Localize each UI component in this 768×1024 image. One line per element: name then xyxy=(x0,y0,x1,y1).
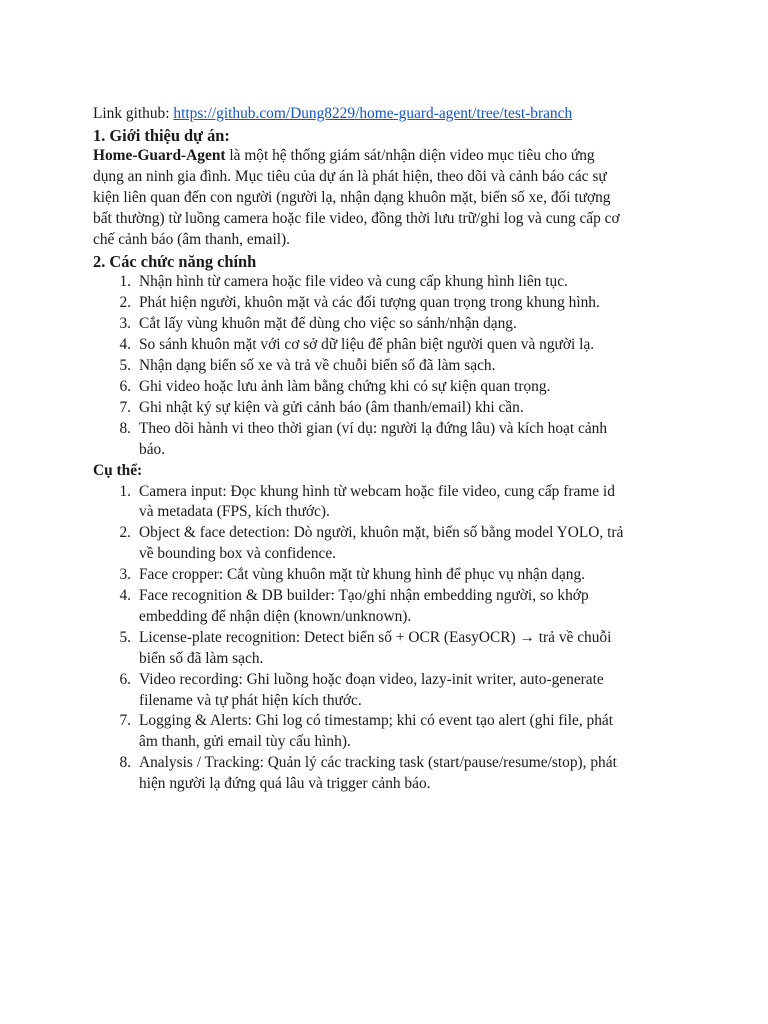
detail-item xyxy=(93,628,683,670)
github-link-line xyxy=(93,104,683,125)
list-number: 5. xyxy=(119,357,131,375)
list-number: 6. xyxy=(119,670,131,688)
list-item-text: embedding để nhận diện (known/unknown). xyxy=(139,607,412,625)
list-number: 1. xyxy=(119,273,131,291)
list-item-text: Analysis / Tracking: Quản lý các tracking task (start/pause/resume/stop), phát xyxy=(139,754,617,772)
list-item-text: Camera input: Đọc khung hình từ webcam hoặc file video, cung cấp frame id xyxy=(139,482,615,500)
feature-item xyxy=(93,398,683,419)
section-title-intro: 1. Giới thiệu dự án: xyxy=(93,125,230,145)
list-item-text: và metadata (FPS, kích thước). xyxy=(139,503,330,521)
github-link[interactable]: https://github.com/Dung8229/home-guard-agent/tree/test-branch xyxy=(173,105,573,122)
details-list xyxy=(93,482,683,796)
intro-text: là một hệ thống giám sát/nhận diện video mục tiêu cho ứng xyxy=(225,147,595,165)
intro-line xyxy=(93,188,683,209)
intro-line xyxy=(93,209,683,230)
list-item-text: báo. xyxy=(139,440,166,458)
detail-item xyxy=(93,586,683,628)
detail-item xyxy=(93,523,683,565)
list-item-text: filename và tự phát hiện kích thước. xyxy=(139,691,362,709)
list-number: 3. xyxy=(119,566,131,584)
github-link-label: Link github: xyxy=(93,105,174,122)
detail-item xyxy=(93,711,683,753)
list-item-text: hiện người lạ đứng quá lâu và trigger cảnh báo. xyxy=(139,775,431,793)
project-name: Home‑Guard‑Agent xyxy=(93,147,226,165)
list-item-text: biển số đã làm sạch. xyxy=(139,649,264,667)
list-number: 1. xyxy=(119,482,131,500)
feature-item xyxy=(93,272,683,293)
list-number: 7. xyxy=(119,398,131,416)
list-item-text: License-plate recognition: Detect biển số + OCR (EasyOCR) → trả về chuỗi xyxy=(139,628,612,646)
section-title-details: Cụ thể: xyxy=(93,461,143,479)
intro-text: dụng an ninh gia đình. Mục tiêu của dự án là phát hiện, theo dõi và cảnh báo các sự xyxy=(93,168,607,186)
list-item-text: Phát hiện người, khuôn mặt và các đối tượng quan trọng trong khung hình. xyxy=(139,294,600,312)
list-item-text: Object & face detection: Dò người, khuôn mặt, biển số bằng model YOLO, trả xyxy=(139,524,624,542)
list-number: 4. xyxy=(119,587,131,605)
list-item-text: So sánh khuôn mặt với cơ sở dữ liệu để phân biệt người quen và người lạ. xyxy=(139,336,595,354)
feature-item xyxy=(93,293,683,314)
document-page xyxy=(93,104,683,795)
list-number: 3. xyxy=(119,315,131,333)
list-item-text: Cắt lấy vùng khuôn mặt để dùng cho việc so sánh/nhận dạng. xyxy=(139,315,517,333)
features-list xyxy=(93,272,683,460)
list-item-text: Ghi nhật ký sự kiện và gửi cảnh báo (âm thanh/email) khi cần. xyxy=(139,398,524,416)
feature-item xyxy=(93,419,683,461)
intro-paragraph xyxy=(93,146,683,251)
list-item-text: Theo dõi hành vi theo thời gian (ví dụ: người lạ đứng lâu) và kích hoạt cảnh xyxy=(139,419,608,437)
list-item-text: Video recording: Ghi luồng hoặc đoạn video, lazy-init writer, auto-generate xyxy=(139,670,604,688)
detail-item xyxy=(93,753,683,795)
list-item-text: Face recognition & DB builder: Tạo/ghi nhận embedding người, so khớp xyxy=(139,587,589,605)
list-item-text: Ghi video hoặc lưu ảnh làm bằng chứng khi có sự kiện quan trọng. xyxy=(139,377,551,395)
list-item-text: âm thanh, gửi email tùy cấu hình). xyxy=(139,733,351,751)
detail-item xyxy=(93,670,683,712)
list-item-text: Face cropper: Cắt vùng khuôn mặt từ khung hình để phục vụ nhận dạng. xyxy=(139,566,586,584)
list-number: 2. xyxy=(119,294,131,312)
intro-line xyxy=(93,167,683,188)
list-number: 6. xyxy=(119,377,131,395)
list-item-text: Logging & Alerts: Ghi log có timestamp; khi có event tạo alert (ghi file, phát xyxy=(139,712,614,730)
list-number: 8. xyxy=(119,419,131,437)
list-number: 2. xyxy=(119,524,131,542)
feature-item xyxy=(93,356,683,377)
list-number: 5. xyxy=(119,628,131,646)
detail-item xyxy=(93,565,683,586)
intro-text: chế cảnh báo (âm thanh, email). xyxy=(93,231,290,249)
section-title-features: 2. Các chức năng chính xyxy=(93,251,257,271)
list-item-text: Nhận dạng biển số xe và trả về chuỗi biển số đã làm sạch. xyxy=(139,357,496,375)
list-item-text: về bounding box và confidence. xyxy=(139,545,337,563)
list-number: 4. xyxy=(119,336,131,354)
detail-item xyxy=(93,482,683,524)
intro-line xyxy=(93,146,683,167)
intro-text: bất thường) từ luồng camera hoặc file video, đồng thời lưu trữ/ghi log và cung cấp cơ xyxy=(93,210,620,228)
feature-item xyxy=(93,335,683,356)
feature-item xyxy=(93,314,683,335)
list-item-text: Nhận hình từ camera hoặc file video và cung cấp khung hình liên tục. xyxy=(139,273,568,291)
list-number: 8. xyxy=(119,754,131,772)
intro-line xyxy=(93,230,683,251)
list-number: 7. xyxy=(119,712,131,730)
feature-item xyxy=(93,377,683,398)
intro-text: kiện liên quan đến con người (người lạ, nhận dạng khuôn mặt, biển số xe, đối tượng xyxy=(93,189,611,207)
